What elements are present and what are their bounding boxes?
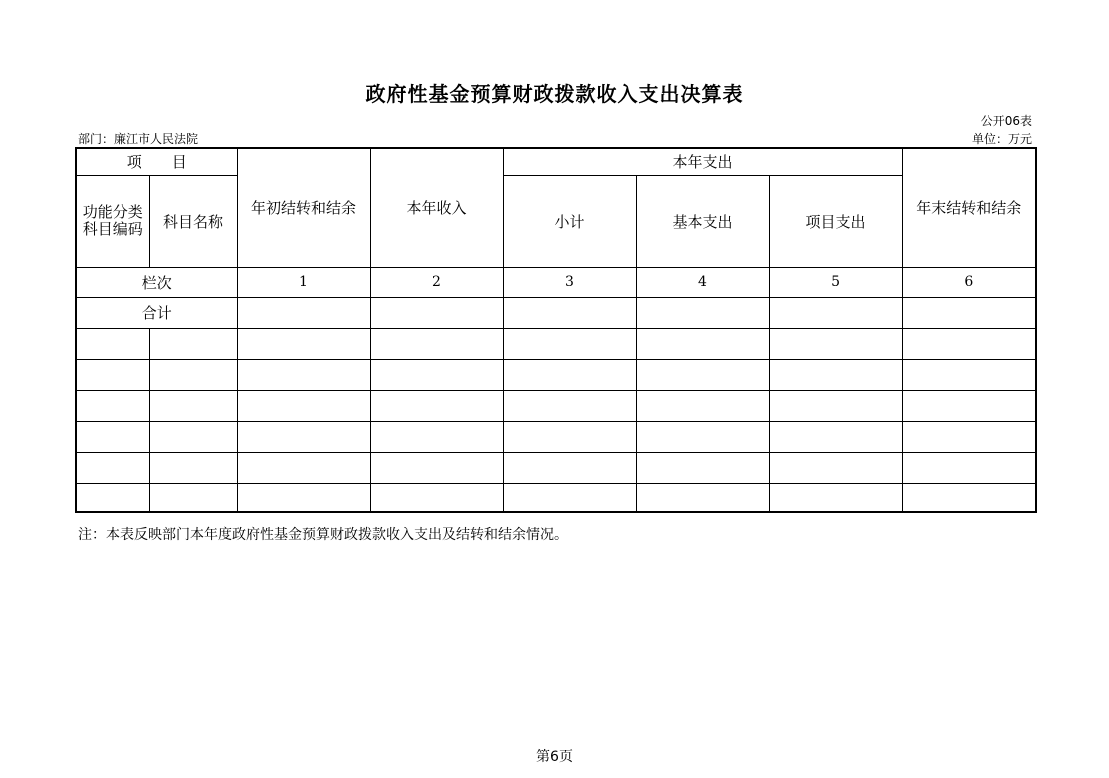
header-carryover-begin: 年初结转和结余	[237, 148, 370, 267]
table-cell	[237, 483, 370, 512]
table-cell	[503, 483, 636, 512]
header-project-expense: 项目支出	[769, 175, 902, 267]
column-number-4: 4	[636, 267, 769, 297]
table-cell	[149, 328, 237, 359]
table-cell	[76, 452, 149, 483]
column-number-5: 5	[769, 267, 902, 297]
table-cell	[370, 483, 503, 512]
header-carryover-end: 年末结转和结余	[902, 148, 1036, 267]
table-cell	[769, 452, 902, 483]
table-cell	[769, 421, 902, 452]
table-cell	[370, 452, 503, 483]
table-cell	[237, 328, 370, 359]
unit-label: 单位：万元	[971, 132, 1032, 146]
table-cell	[237, 390, 370, 421]
table-cell	[370, 421, 503, 452]
table-cell	[636, 297, 769, 328]
table-cell	[76, 390, 149, 421]
table-cell	[636, 390, 769, 421]
form-code: 公开06表	[980, 114, 1032, 128]
table-cell	[149, 421, 237, 452]
table-cell	[636, 483, 769, 512]
table-cell	[149, 359, 237, 390]
department-label: 部门：廉江市人民法院	[78, 132, 199, 146]
table-cell	[503, 452, 636, 483]
table-cell	[76, 359, 149, 390]
table-cell	[902, 297, 1036, 328]
header-basic-expense: 基本支出	[636, 175, 769, 267]
table-cell	[503, 359, 636, 390]
header-func-code: 功能分类科目编码	[76, 175, 149, 267]
table-cell	[902, 452, 1036, 483]
table-cell	[769, 297, 902, 328]
table-cell	[902, 483, 1036, 512]
table-cell	[503, 390, 636, 421]
table-cell	[149, 483, 237, 512]
header-project: 项 目	[76, 148, 237, 175]
header-income: 本年收入	[370, 148, 503, 267]
table-cell	[769, 359, 902, 390]
table-cell	[902, 359, 1036, 390]
table-cell	[370, 359, 503, 390]
table-cell	[370, 390, 503, 421]
table-cell	[149, 390, 237, 421]
table-cell	[237, 452, 370, 483]
report-title: 政府性基金预算财政拨款收入支出决算表	[365, 82, 744, 106]
table-cell	[237, 297, 370, 328]
table-cell	[76, 483, 149, 512]
table-cell	[237, 359, 370, 390]
row-column-no-label: 栏次	[76, 267, 237, 297]
budget-table	[75, 147, 1037, 513]
header-subject-name: 科目名称	[149, 175, 237, 267]
table-cell	[769, 390, 902, 421]
table-row	[76, 328, 1036, 359]
table-cell	[636, 452, 769, 483]
row-total-label: 合计	[76, 297, 237, 328]
table-cell	[149, 452, 237, 483]
table-cell	[503, 328, 636, 359]
table-cell	[636, 359, 769, 390]
table-row	[76, 421, 1036, 452]
table-cell	[636, 421, 769, 452]
header-expense-group: 本年支出	[503, 148, 902, 175]
footnote: 注：本表反映部门本年度政府性基金预算财政拨款收入支出及结转和结余情况。	[78, 527, 568, 543]
table-row	[76, 390, 1036, 421]
table-row	[76, 452, 1036, 483]
column-number-2: 2	[370, 267, 503, 297]
table-cell	[503, 421, 636, 452]
table-cell	[769, 483, 902, 512]
table-cell	[769, 328, 902, 359]
table-cell	[370, 328, 503, 359]
table-cell	[902, 328, 1036, 359]
table-cell	[636, 328, 769, 359]
table-row	[76, 359, 1036, 390]
table-cell	[503, 297, 636, 328]
header-subtotal: 小计	[503, 175, 636, 267]
column-number-6: 6	[902, 267, 1036, 297]
table-cell	[237, 421, 370, 452]
table-cell	[76, 328, 149, 359]
column-number-1: 1	[237, 267, 370, 297]
table-row	[76, 483, 1036, 512]
column-number-3: 3	[503, 267, 636, 297]
page-number: 第6页	[536, 749, 573, 765]
table-cell	[76, 421, 149, 452]
table-cell	[902, 421, 1036, 452]
table-cell	[902, 390, 1036, 421]
table-cell	[370, 297, 503, 328]
